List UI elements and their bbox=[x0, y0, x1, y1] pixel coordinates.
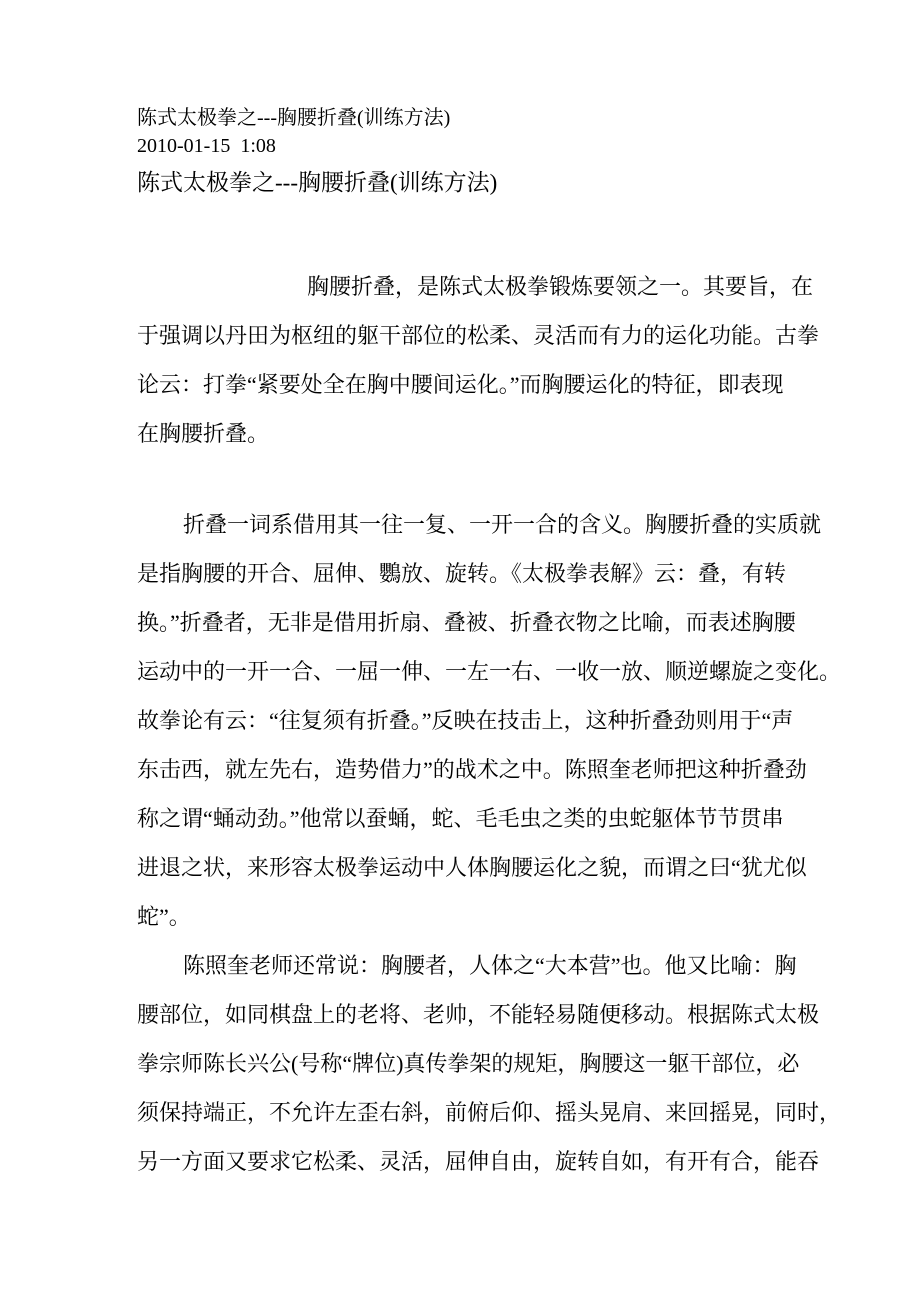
text-line: 故拳论有云：“往复须有折叠。”反映在技击上，这种折叠劲则用于“声 bbox=[137, 708, 794, 733]
paragraph-3 bbox=[137, 941, 842, 1186]
document-subtitle: 陈式太极拳之---胸腰折叠(训练方法) bbox=[137, 170, 498, 195]
document-title: 陈式太极拳之---胸腰折叠(训练方法) bbox=[137, 107, 451, 129]
text-line: 运动中的一开一合、一屈一伸、一左一右、一收一放、顺逆螺旋之变化。 bbox=[137, 659, 842, 684]
paragraph-2 bbox=[137, 500, 842, 941]
text-line: 另一方面又要求它松柔、灵活，屈伸自由，旋转自如，有开有合，能吞 bbox=[137, 1149, 820, 1174]
text-line: 陈照奎老师还常说：胸腰者，人体之“大本营”也。他又比喻：胸 bbox=[183, 953, 797, 978]
text-line: 须保持端正，不允许左歪右斜，前俯后仰、摇头晃肩、来回摇晃，同时， bbox=[137, 1100, 842, 1125]
text-line: 折叠一词系借用其一往一复、一开一合的含义。胸腰折叠的实质就 bbox=[183, 512, 822, 537]
paragraph-1 bbox=[137, 262, 820, 458]
document-content bbox=[137, 104, 842, 1186]
text-line: 东击西，就左先右，造势借力”的战术之中。陈照奎老师把这种折叠劲 bbox=[137, 757, 807, 782]
text-line: 于强调以丹田为枢纽的躯干部位的松柔、灵活而有力的运化功能。古拳 bbox=[137, 323, 820, 348]
text-line: 论云：打拳“紧要处全在胸中腰间运化。”而胸腰运化的特征，即表现 bbox=[137, 372, 784, 397]
text-line: 蛇”。 bbox=[137, 904, 191, 929]
post-date: 2010-01-15 1:08 bbox=[137, 135, 276, 157]
text-line: 是指胸腰的开合、屈伸、鸚放、旋转。《太极拳表解》云：叠，有转 bbox=[137, 561, 787, 586]
text-line: 换。”折叠者，无非是借用折扇、叠被、折叠衣物之比喻，而表述胸腰 bbox=[137, 610, 796, 635]
document-body bbox=[137, 262, 842, 1186]
text-line: 拳宗师陈长兴公(号称“牌位)真传拳架的规矩，胸腰这一躯干部位，必 bbox=[137, 1051, 800, 1076]
text-line: 胸腰折叠，是陈式太极拳锻炼要领之一。其要旨，在 bbox=[307, 274, 814, 299]
text-line: 进退之状，来形容太极拳运动中人体胸腰运化之貌，而谓之曰“犹尤似 bbox=[137, 855, 807, 880]
text-line: 在胸腰折叠。 bbox=[137, 421, 270, 446]
text-line: 腰部位，如同棋盘上的老将、老帅，不能轻易随便移动。根据陈式太极 bbox=[137, 1002, 820, 1027]
text-line: 称之谓“蛹动劲。”他常以蚕蛹，蛇、毛毛虫之类的虫蛇躯体节节贯串 bbox=[137, 806, 784, 831]
